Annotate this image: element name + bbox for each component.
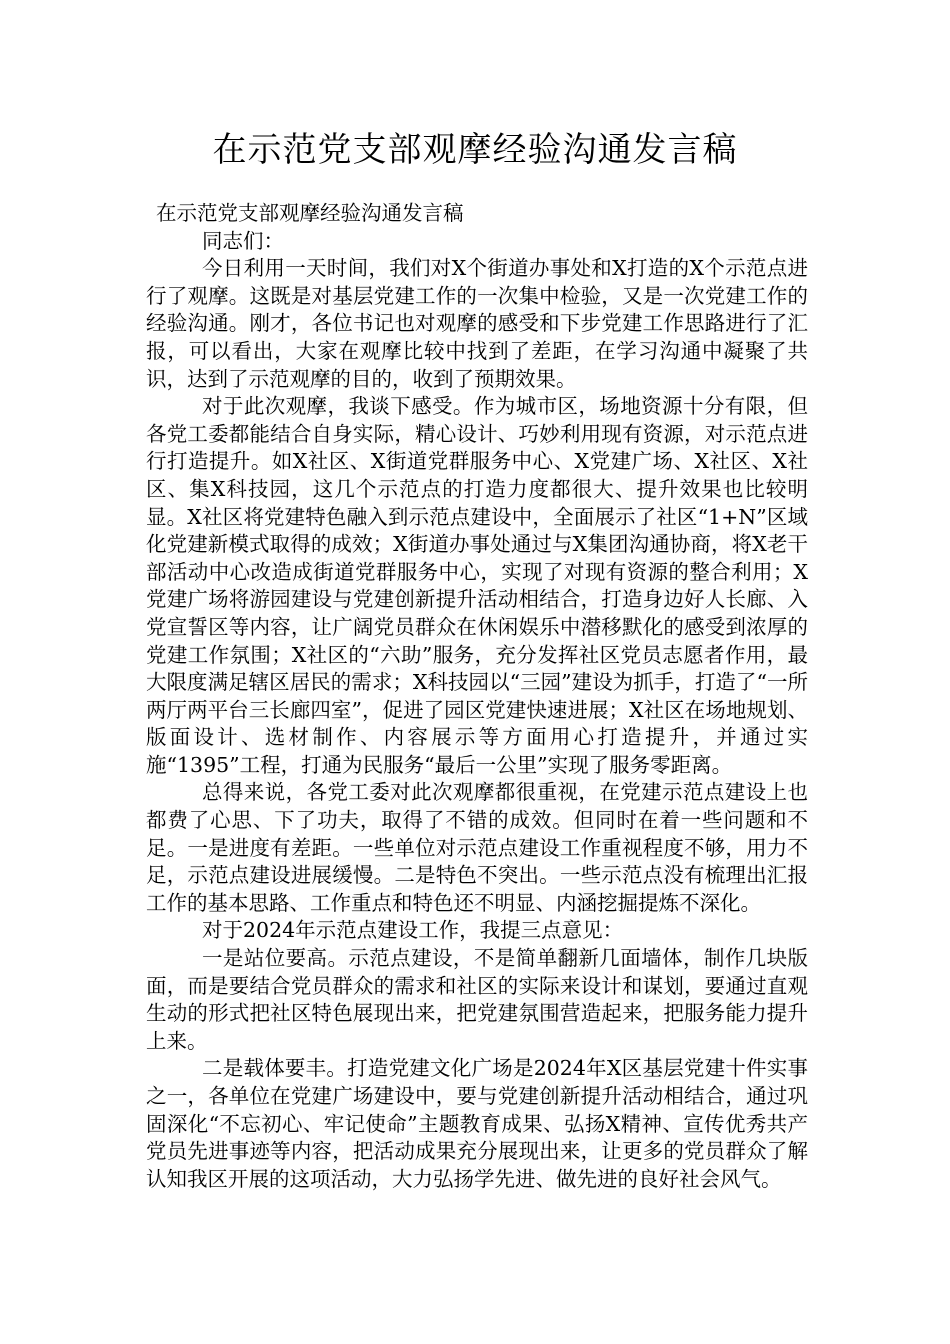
document-body [146,200,808,1193]
salutation: 同志们： [202,228,284,253]
paragraph-1: 今日利用一天时间，我们对X个街道办事处和X打造的X个示范点进行了观摩。这既是对基层党建工作的一次集中检验，又是一次党建工作的经验沟通。刚才，各位书记也对观摩的感受和下步党建工作思路进行了汇报，可以看出，大家在观摩比较中找到了差距，在学习沟通中凝聚了共识，达到了示范观摩的目的，收到了预期效果。 [146,256,808,391]
paragraph-3: 总得来说，各党工委对此次观摩都很重视，在党建示范点建设上也都费了心思、下了功夫，取得了不错的成效。但同时在着一些问题和不足。一是进度有差距。一些单位对示范点建设工作重视程度不够，用力不足，示范点建设进展缓慢。二是特色不突出。一些示范点没有梳理出汇报工作的基本思路、工作重点和特色还不明显、内涵挖掘提炼不深化。 [146,780,808,915]
document-subtitle: 在示范党支部观摩经验沟通发言稿 [156,201,464,225]
paragraph-2: 对于此次观摩，我谈下感受。作为城市区，场地资源十分有限，但各党工委都能结合自身实际，精心设计、巧妙利用现有资源，对示范点进行打造提升。如X社区、X街道党群服务中心、X党建广场、X社区、X社区、集X科技园，这几个示范点的打造力度都很大、提升效果也比较明显。X社区将党建特色融入到示范点建设中，全面展示了社区“1+N”区域化党建新模式取得的成效；X街道办事处通过与X集团沟通协商，将X老干部活动中心改造成街道党群服务中心，实现了对现有资源的整合利用；X党建广场将游园建设与党建创新提升活动相结合，打造身边好人长廊、入党宣誓区等内容，让广阔党员群众在休闲娱乐中潜移默化的感受到浓厚的党建工作氛围；X社区的“六助”服务，充分发挥社区党员志愿者作用，最大限度满足辖区居民的需求；X科技园以“三园”建设为抓手，打造了“一所两厅两平台三长廊四室”，促进了园区党建快速进展；X社区在场地规划、版面设计、选材制作、内容展示等方面用心打造提升，并通过实施“1395”工程，打通为民服务“最后一公里”实现了服务零距离。 [146,394,808,777]
document-title: 在示范党支部观摩经验沟通发言稿 [212,130,738,170]
paragraph-5: 一是站位要高。示范点建设，不是简单翻新几面墙体，制作几块版面，而是要结合党员群众的需求和社区的实际来设计和谋划，要通过直观生动的形式把社区特色展现出来，把党建氛围营造起来，把服务能力提升上来。 [146,946,808,1053]
paragraph-6: 二是载体要丰。打造党建文化广场是2024年X区基层党建十件实事之一，各单位在党建广场建设中，要与党建创新提升活动相结合，通过巩固深化“不忘初心、牢记使命”主题教育成果、弘扬X精神、宣传优秀共产党员先进事迹等内容，把活动成果充分展现出来，让更多的党员群众了解认知我区开展的这项活动，大力弘扬学先进、做先进的良好社会风气。 [146,1056,808,1191]
paragraph-4: 对于2024年示范点建设工作，我提三点意见： [202,918,624,943]
